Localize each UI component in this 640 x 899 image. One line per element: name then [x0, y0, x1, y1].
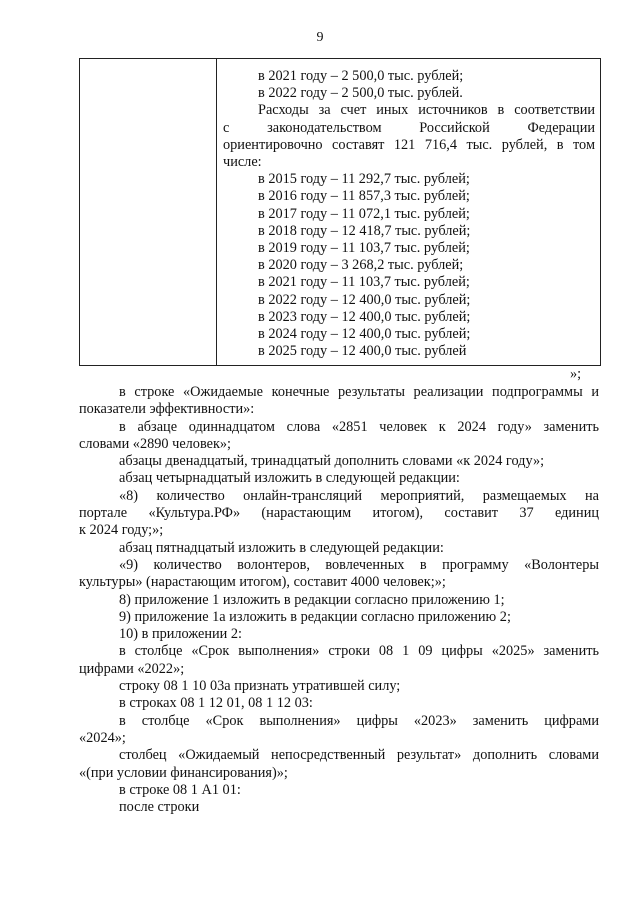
paragraph-line: в строке «Ожидаемые конечные результаты реализации подпрограммы и	[119, 384, 599, 400]
table-paragraph-line: ориентировочно составят 121 716,4 тыс. рублей, в том	[223, 136, 595, 153]
paragraph-line: после строки	[119, 799, 200, 816]
paragraph-line: в строке 08 1 А1 01:	[119, 781, 241, 798]
table-line: в 2022 году – 2 500,0 тыс. рублей.	[258, 85, 463, 102]
paragraph-line: абзац пятнадцатый изложить в следующей редакции:	[119, 539, 444, 556]
paragraph-line: 10) в приложении 2:	[119, 626, 243, 643]
document-body	[79, 384, 599, 816]
paragraph-line: в столбце «Срок выполнения» цифры «2023» заменить цифрами	[119, 712, 599, 729]
paragraph-line: 9) приложение 1а изложить в редакции согласно приложению 2;	[119, 608, 511, 625]
paragraph-line: абзац четырнадцатый изложить в следующей редакции:	[119, 470, 460, 487]
paragraph-line: культуры» (нарастающим итогом), составит 4000 человек;»;	[79, 574, 446, 591]
paragraph-line: строку 08 1 10 03а признать утратившей силу;	[119, 678, 401, 695]
table-cell-text	[223, 68, 595, 360]
table-paragraph-line: с законодательством Российской Федерации	[223, 119, 595, 136]
table-column-divider	[216, 59, 217, 365]
table-year-line: в 2017 году – 11 072,1 тыс. рублей;	[258, 205, 470, 222]
paragraph-line: «8) количество онлайн-трансляций мероприятий, размещаемых на	[119, 487, 599, 504]
table-year-line: в 2018 году – 12 418,7 тыс. рублей;	[258, 222, 471, 239]
table-year-line: в 2016 году – 11 857,3 тыс. рублей;	[258, 188, 470, 205]
table-year-line: в 2022 году – 12 400,0 тыс. рублей;	[258, 291, 471, 308]
table-year-line: в 2024 году – 12 400,0 тыс. рублей;	[258, 326, 471, 343]
table-closing-quote: »;	[570, 366, 582, 382]
paragraph-line: в абзаце одиннадцатом слова «2851 человек к 2024 году» заменить	[119, 418, 599, 435]
paragraph-line: абзацы двенадцатый, тринадцатый дополнить словами «к 2024 году»;	[119, 453, 545, 470]
table-year-line: в 2021 году – 11 103,7 тыс. рублей;	[258, 274, 470, 291]
table-year-line: в 2023 году – 12 400,0 тыс. рублей;	[258, 308, 471, 325]
paragraph-line: «(при условии финансирования)»;	[79, 764, 288, 781]
table-year-line: в 2020 году – 3 268,2 тыс. рублей;	[258, 257, 464, 274]
paragraph-line: «2024»;	[79, 729, 126, 746]
paragraph-line: «9) количество волонтеров, вовлеченных в программу «Волонтеры	[119, 556, 599, 573]
table-year-line: в 2015 году – 11 292,7 тыс. рублей;	[258, 171, 470, 188]
table-year-line: в 2025 году – 12 400,0 тыс. рублей	[258, 343, 467, 360]
paragraph-line: словами «2890 человек»;	[79, 435, 232, 452]
paragraph-line: в столбце «Срок выполнения» строки 08 1 09 цифры «2025» заменить	[119, 643, 599, 660]
paragraph-line: 8) приложение 1 изложить в редакции согласно приложению 1;	[119, 591, 505, 608]
budget-table	[79, 58, 601, 366]
paragraph-line: в строках 08 1 12 01, 08 1 12 03:	[119, 695, 313, 712]
paragraph-line: столбец «Ожидаемый непосредственный результат» дополнить словами	[119, 747, 599, 764]
table-paragraph-line: Расходы за счет иных источников в соответствии	[258, 102, 595, 119]
table-line: в 2021 году – 2 500,0 тыс. рублей;	[258, 68, 464, 84]
table-year-line: в 2019 году – 11 103,7 тыс. рублей;	[258, 240, 470, 257]
paragraph-line: показатели эффективности»:	[79, 401, 255, 418]
page-number: 9	[316, 30, 324, 45]
paragraph-line: к 2024 году;»;	[79, 522, 164, 539]
paragraph-line: цифрами «2022»;	[79, 660, 185, 677]
paragraph-line: портале «Культура.РФ» (нарастающим итогом), составит 37 единиц	[79, 505, 599, 522]
table-paragraph-line: числе:	[223, 154, 262, 171]
